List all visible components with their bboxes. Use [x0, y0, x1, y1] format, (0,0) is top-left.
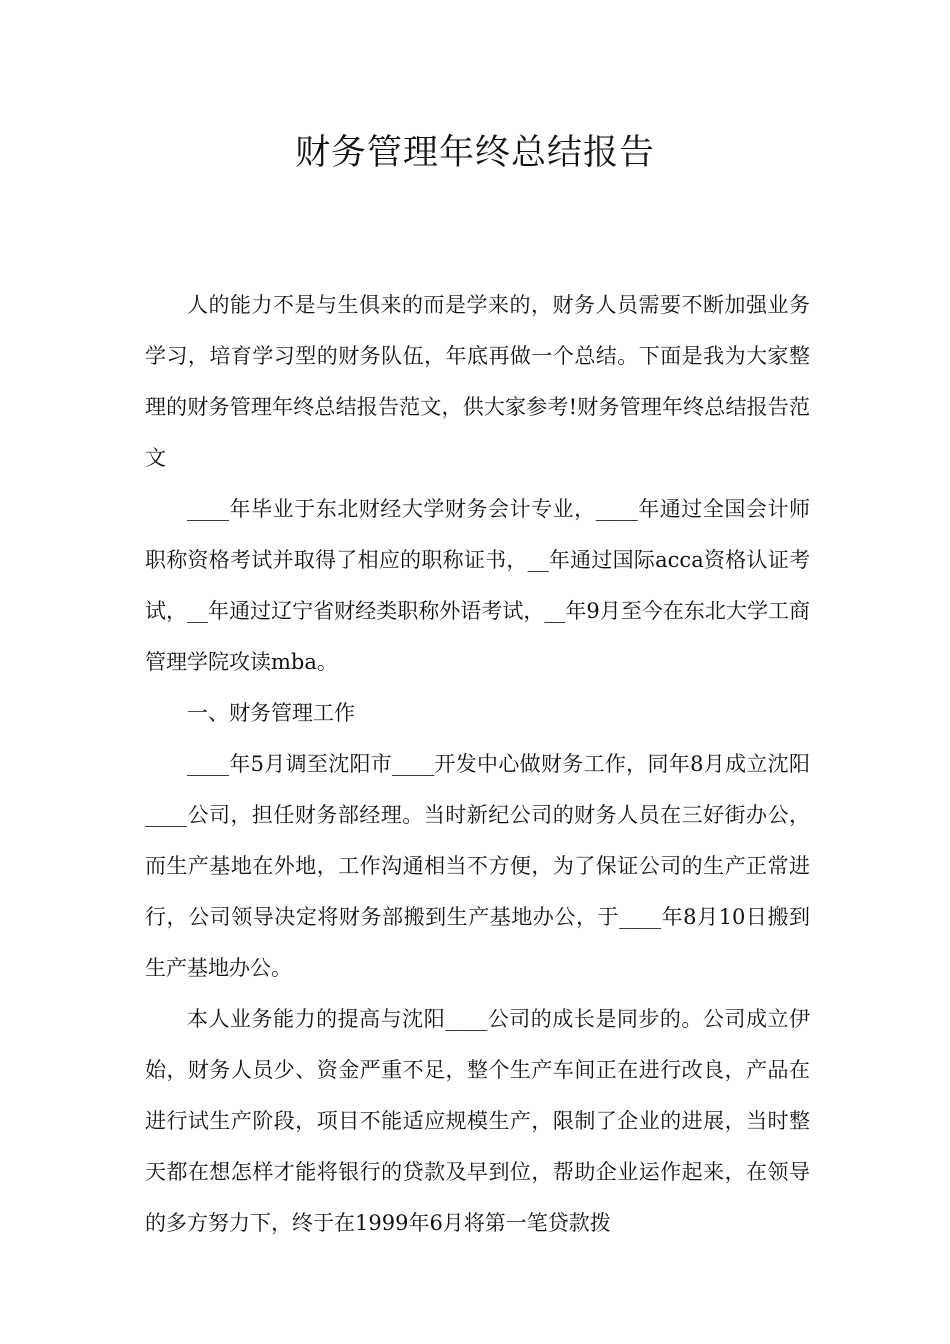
- document-body: [145, 280, 810, 1249]
- paragraph-work-history: ____年5月调至沈阳市____开发中心做财务工作，同年8月成立沈阳____公司，担任财务部经理。当时新纪公司的财务人员在三好街办公，而生产基地在外地，工作沟通相当不方便，为了保证公司的生产正常进行，公司领导决定将财务部搬到生产基地办公，于____年8月10日搬到生产基地办公。: [145, 752, 810, 980]
- paragraph-intro: 人的能力不是与生俱来的而是学来的，财务人员需要不断加强业务学习，培育学习型的财务队伍，年底再做一个总结。下面是我为大家整理的财务管理年终总结报告范文，供大家参考!财务管理年终总结报告范文: [145, 293, 810, 470]
- paragraph-growth: 本人业务能力的提高与沈阳____公司的成长是同步的。公司成立伊始，财务人员少、资金严重不足，整个生产车间正在进行改良，产品在进行试生产阶段，项目不能适应规模生产，限制了企业的进展，当时整天都在想怎样才能将银行的贷款及早到位，帮助企业运作起来，在领导的多方努力下，终于在1999年6月将第一笔贷款拨: [145, 1007, 810, 1235]
- paragraph-education: ____年毕业于东北财经大学财务会计专业，____年通过全国会计师职称资格考试并取得了相应的职称证书，__年通过国际acca资格认证考试，__年通过辽宁省财经类职称外语考试，__年9月至今在东北大学工商管理学院攻读mba。: [145, 497, 810, 674]
- document-title: 财务管理年终总结报告: [294, 133, 655, 173]
- section-heading-finance-work: 一、财务管理工作: [187, 701, 355, 725]
